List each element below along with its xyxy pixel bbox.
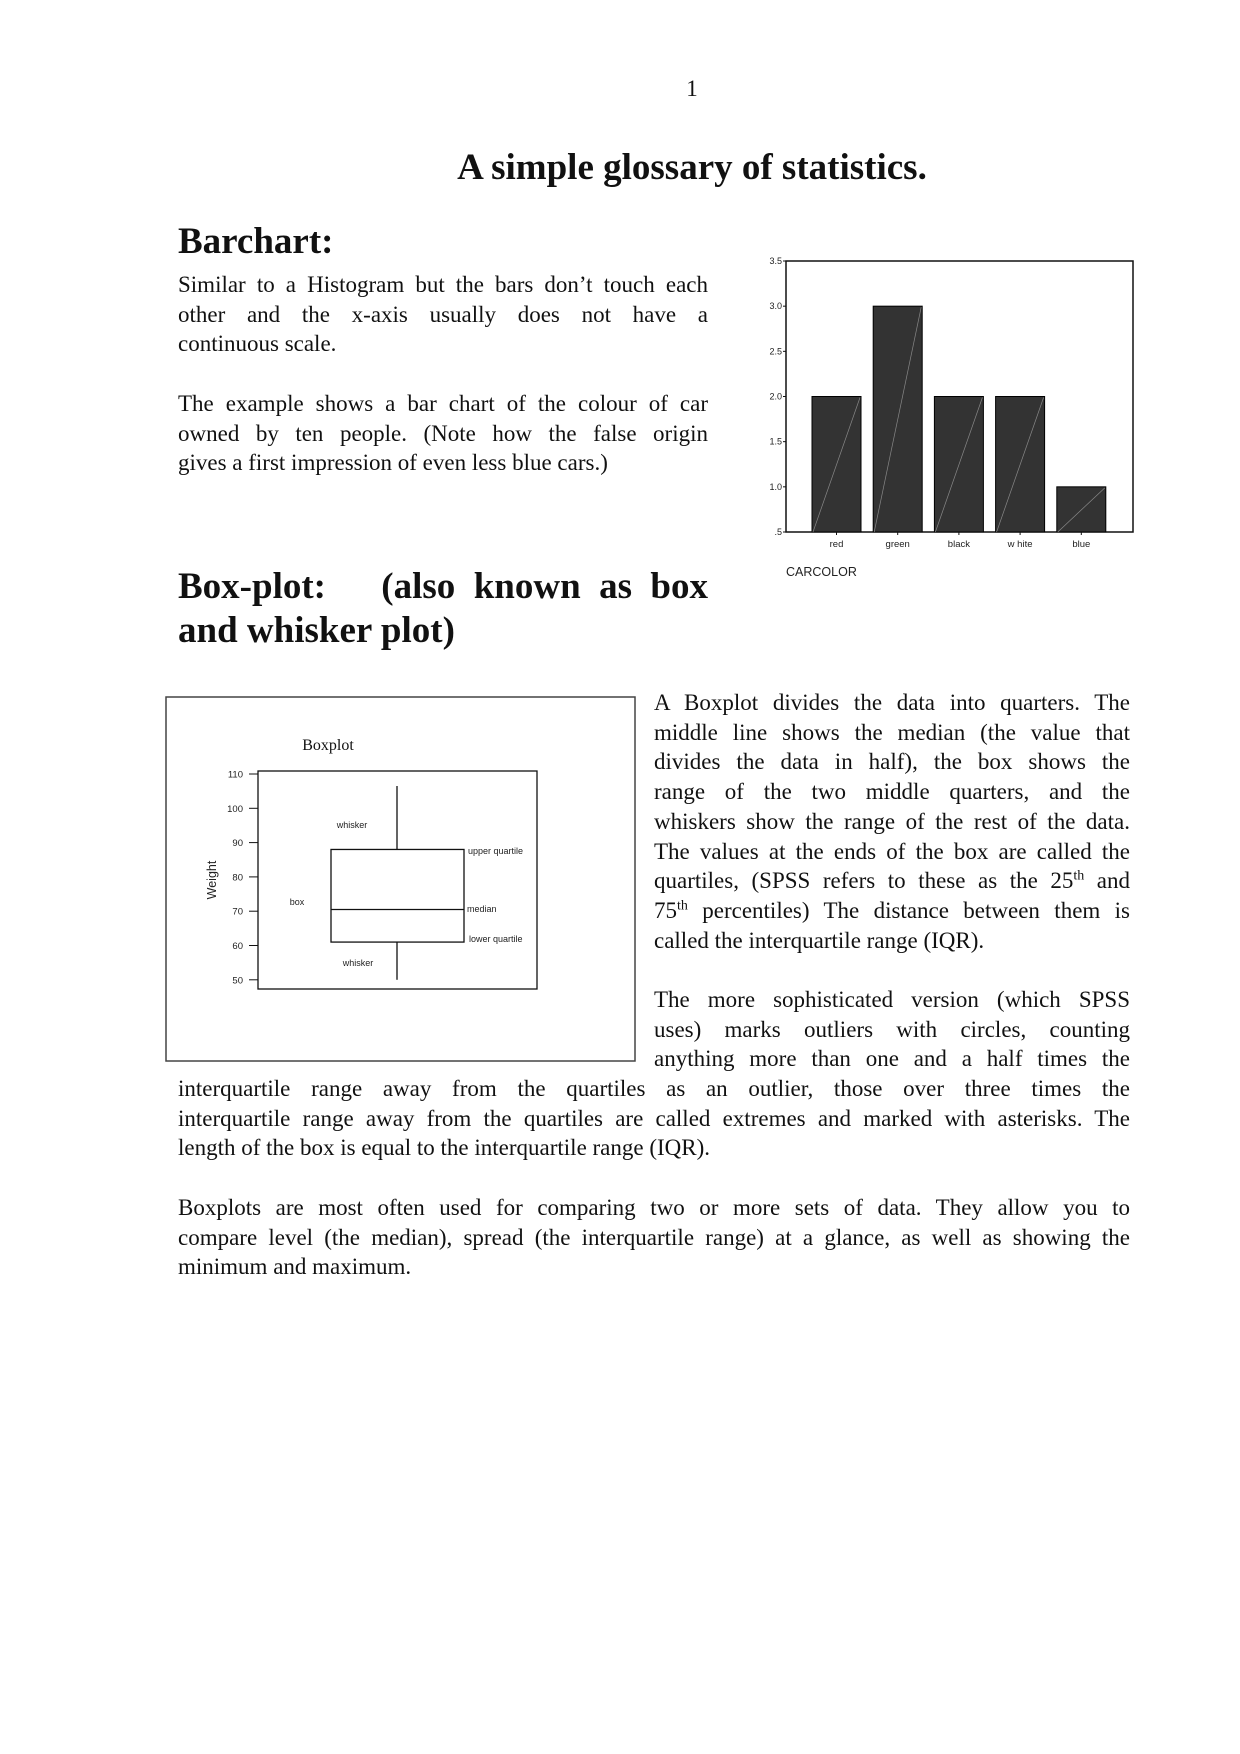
page-title: A simple glossary of statistics. xyxy=(457,147,927,188)
y-tick-label: 3.5 xyxy=(769,256,782,266)
text-line: A Boxplot divides the data into quarters. The xyxy=(654,690,1130,715)
y-tick-label: 1.0 xyxy=(769,481,782,492)
x-tick-label: w hite xyxy=(1007,539,1033,550)
text-line: Similar to a Histogram but the bars don’t touch each xyxy=(178,272,708,297)
text-line: whiskers show the range of the rest of the data. xyxy=(654,808,1130,834)
y-tick-label: 100 xyxy=(227,803,243,815)
annotation-upper-quartile: upper quartile xyxy=(468,846,524,856)
annotation-median: median xyxy=(467,904,497,914)
heading-line: Box-plot: (also known as box xyxy=(178,566,708,607)
text-line: middle line shows the median (the value that xyxy=(654,719,1130,745)
y-tick-label: 90 xyxy=(232,838,243,850)
bar-chart xyxy=(769,256,1133,579)
y-tick-label: .5 xyxy=(774,527,782,537)
y-tick-label: 2.0 xyxy=(769,391,782,402)
y-tick-label: 50 xyxy=(232,975,243,987)
text-line: uses) marks outliers with circles, counting xyxy=(654,1016,1130,1042)
x-tick-label: red xyxy=(829,539,844,550)
text-line: range of the two middle quarters, and the xyxy=(654,779,1130,805)
x-tick-label: blue xyxy=(1072,539,1091,550)
y-tick-label: 2.5 xyxy=(769,346,782,357)
text-line: The values at the ends of the box are called the xyxy=(654,838,1130,864)
annotation-lower-quartile: lower quartile xyxy=(469,934,523,944)
y-axis-label: Weight xyxy=(205,860,219,900)
box xyxy=(331,849,464,942)
boxplot-para-3 xyxy=(178,1193,1130,1282)
text: percentiles) The distance between them is xyxy=(687,897,1130,923)
boxplot-para-2a xyxy=(654,985,1130,1074)
text-line: gives a first impression of even less blue cars.) xyxy=(178,450,608,476)
text-line: length of the box is equal to the interquartile range (IQR). xyxy=(178,1135,711,1161)
text-line: compare level (the median), spread (the interquartile range) at a glance, as well as showing the xyxy=(178,1224,1130,1250)
y-tick-label: 110 xyxy=(227,769,243,781)
heading-line: and whisker plot) xyxy=(178,610,455,651)
y-tick-label: 3.0 xyxy=(769,301,782,312)
text-line: minimum and maximum. xyxy=(178,1254,412,1280)
page-number: 1 xyxy=(686,76,698,101)
boxplot-para-2b xyxy=(178,1074,1130,1163)
y-tick-label: 60 xyxy=(232,941,243,952)
text-line: owned by ten people. (Note how the false origin xyxy=(178,420,708,446)
x-tick-label: green xyxy=(885,539,910,550)
x-axis-label: CARCOLOR xyxy=(786,565,857,579)
text-line xyxy=(654,866,1130,896)
text-line: Boxplots are most often used for comparing two or more sets of data. They allow you to xyxy=(178,1195,1130,1220)
box-plot-chart xyxy=(166,697,635,1061)
text-line: other and the x-axis usually does not have a xyxy=(178,301,708,327)
y-tick-label: 80 xyxy=(232,872,243,884)
text: 75 xyxy=(654,897,677,923)
superscript: th xyxy=(1073,868,1085,884)
text-line: The more sophisticated version (which SPSS xyxy=(654,987,1130,1012)
annotation-whisker-bottom: whisker xyxy=(342,958,374,968)
barchart-heading: Barchart: xyxy=(178,221,334,262)
text-line: divides the data in half), the box shows the xyxy=(654,749,1130,775)
y-tick-label: 70 xyxy=(232,906,243,918)
superscript: th xyxy=(677,898,688,914)
text: and xyxy=(1084,868,1130,894)
text-line: called the interquartile range (IQR). xyxy=(654,927,985,953)
y-tick-label: 1.5 xyxy=(769,436,782,447)
text-line: continuous scale. xyxy=(178,331,337,357)
text-line: interquartile range away from the quartiles are called extremes and marked with asterisks. The xyxy=(178,1105,1130,1131)
text: quartiles, (SPSS refers to these as the 25 xyxy=(654,868,1074,894)
chart-title: Boxplot xyxy=(302,737,354,754)
text-line xyxy=(654,896,1130,926)
text-line: The example shows a bar chart of the colour of car xyxy=(178,391,708,416)
text-line: anything more than one and a half times the xyxy=(654,1046,1130,1072)
annotation-whisker-top: whisker xyxy=(336,820,368,830)
annotation-box: box xyxy=(289,897,305,907)
x-tick-label: black xyxy=(947,539,970,550)
boxplot-para-1 xyxy=(654,688,1130,955)
text-line: interquartile range away from the quartiles as an outlier, those over three times the xyxy=(178,1076,1130,1101)
boxplot-heading xyxy=(178,565,708,653)
